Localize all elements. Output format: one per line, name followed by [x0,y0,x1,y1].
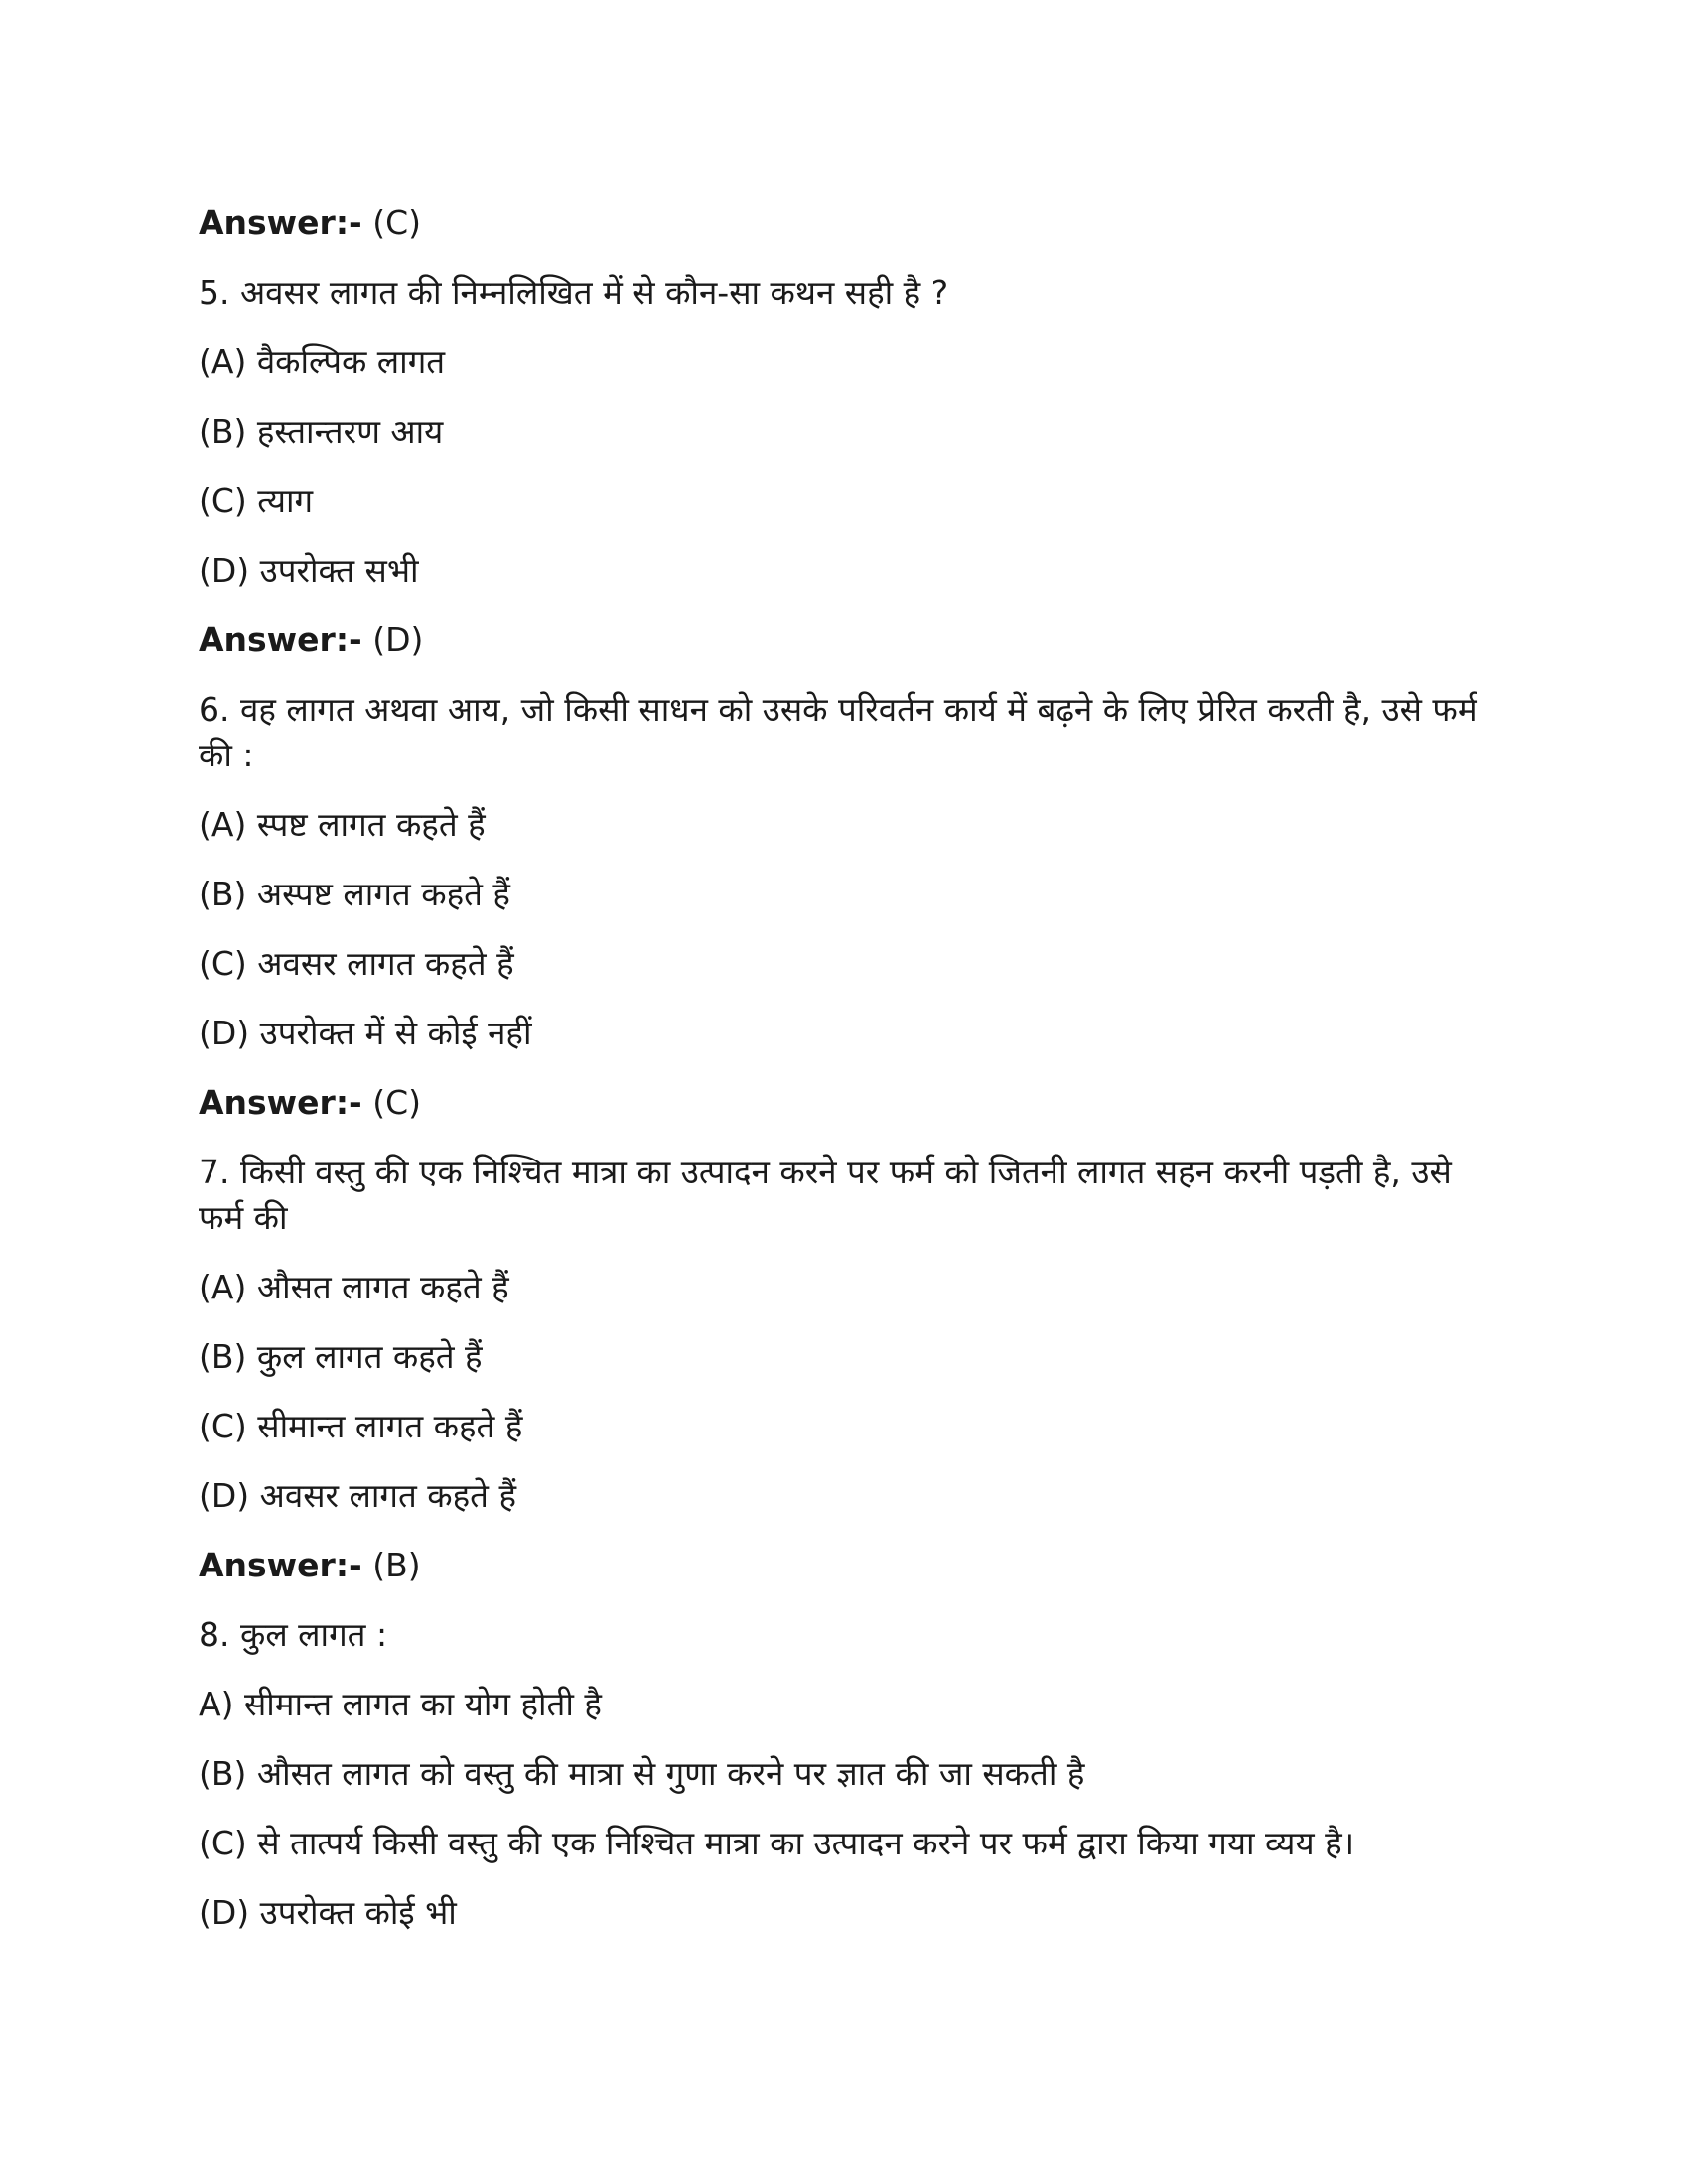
answer-value: (C) [361,204,421,242]
answer-line [199,201,1489,246]
option-5c: (C) त्याग [199,481,314,520]
question-6: 6. वह लागत अथवा आय, जो किसी साधन को उसके परिवर्तन कार्य में बढ़ने के लिए प्रेरित करती है, उसे फर्म की : [199,690,1477,774]
answer-label: Answer:- [199,204,362,242]
option-7a: (A) औसत लागत कहते हैं [199,1268,509,1306]
option-7b: (B) कुल लागत कहते हैं [199,1337,483,1376]
option-6d: (D) उपरोक्त में से कोई नहीं [199,1014,532,1052]
option-5d: (D) उपरोक्त सभी [199,551,419,590]
question-7: 7. किसी वस्तु की एक निश्चित मात्रा का उत्पादन करने पर फर्म को जितनी लागत सहन करनी पड़ती है, उसे फर्म की [199,1153,1452,1237]
document-page [199,201,1489,1960]
option-5b: (B) हस्तान्तरण आय [199,412,444,451]
option-8a: A) सीमान्त लागत का योग होती है [199,1685,602,1723]
option-7d: (D) अवसर लागत कहते हैं [199,1476,516,1515]
answer-line [199,617,1489,663]
answer-label: Answer:- [199,1083,362,1122]
answer-label: Answer:- [199,620,362,659]
option-6c: (C) अवसर लागत कहते हैं [199,944,514,983]
option-7c: (C) सीमान्त लागत कहते हैं [199,1407,523,1445]
option-6b: (B) अस्पष्ट लागत कहते हैं [199,875,510,913]
option-5a: (A) वैकल्पिक लागत [199,342,446,381]
option-8c: (C) से तात्पर्य किसी वस्तु की एक निश्चित मात्रा का उत्पादन करने पर फर्म द्वारा किया गया व्यय है। [199,1824,1355,1862]
answer-line [199,1543,1489,1588]
answer-value: (C) [361,1083,421,1122]
answer-value: (D) [361,620,424,659]
answer-line [199,1080,1489,1126]
answer-value: (B) [361,1546,421,1584]
option-8d: (D) उपरोक्त कोई भी [199,1893,457,1932]
option-6a: (A) स्पष्ट लागत कहते हैं [199,805,486,844]
question-8: 8. कुल लागत : [199,1615,388,1654]
option-8b: (B) औसत लागत को वस्तु की मात्रा से गुणा करने पर ज्ञात की जा सकती है [199,1754,1085,1793]
question-5: 5. अवसर लागत की निम्नलिखित में से कौन-सा कथन सही है ? [199,273,949,312]
answer-label: Answer:- [199,1546,362,1584]
